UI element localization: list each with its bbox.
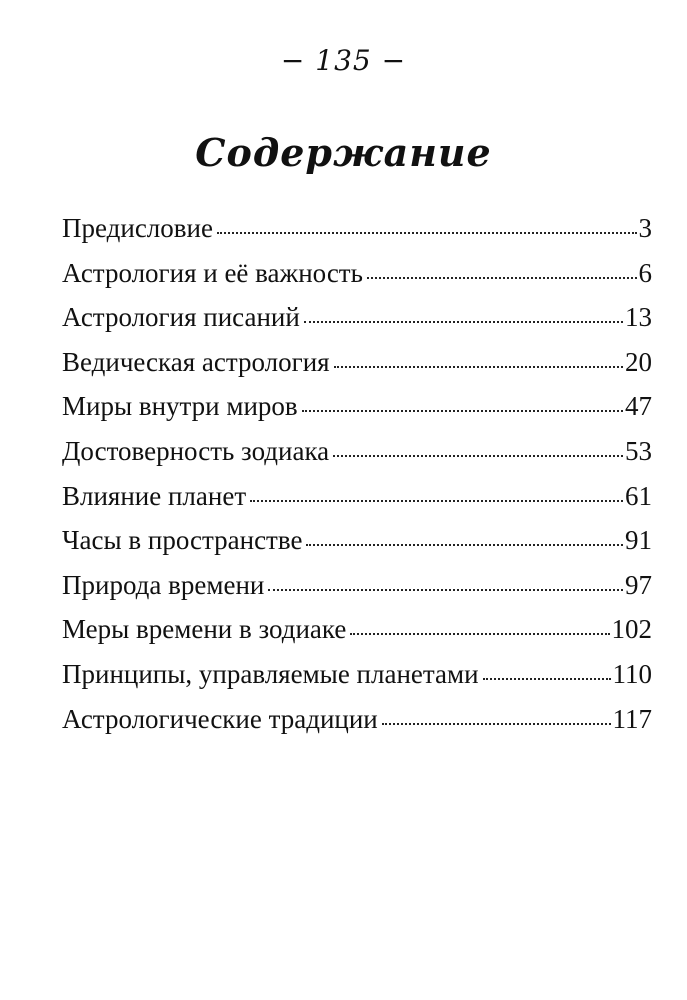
toc-entry-page: 53 bbox=[625, 435, 652, 466]
toc-entry-page: 47 bbox=[625, 391, 652, 422]
toc-entry[interactable] bbox=[62, 697, 652, 742]
dot-leader bbox=[304, 321, 623, 323]
dot-leader bbox=[250, 500, 623, 502]
table-of-contents bbox=[62, 206, 652, 741]
toc-entry-label: Часы в пространстве bbox=[62, 525, 303, 556]
toc-entry[interactable] bbox=[62, 429, 652, 474]
toc-entry-page: 6 bbox=[638, 257, 652, 288]
dot-leader bbox=[268, 589, 623, 591]
toc-entry-label: Ведическая астрология bbox=[62, 346, 330, 377]
toc-entry-page: 97 bbox=[625, 569, 652, 600]
toc-entry-label: Достоверность зодиака bbox=[62, 435, 330, 466]
toc-entry-label: Астрология писаний bbox=[62, 302, 300, 333]
toc-entry-page: 3 bbox=[638, 213, 652, 243]
toc-entry-label: Влияние планет bbox=[62, 480, 247, 511]
dot-leader bbox=[367, 277, 637, 279]
toc-entry[interactable] bbox=[62, 251, 652, 296]
dot-leader bbox=[382, 723, 611, 725]
toc-entry-page: 91 bbox=[625, 525, 652, 556]
toc-entry[interactable] bbox=[62, 474, 652, 519]
dot-leader bbox=[306, 544, 623, 546]
dot-leader bbox=[350, 633, 609, 635]
toc-entry[interactable] bbox=[62, 295, 652, 340]
toc-entry[interactable] bbox=[62, 563, 652, 608]
toc-entry-page: 13 bbox=[625, 302, 652, 333]
page-number: − 135 − bbox=[280, 44, 407, 77]
dot-leader bbox=[217, 232, 637, 234]
toc-entry[interactable] bbox=[62, 340, 652, 385]
toc-entry-label: Принципы, управляемые планетами bbox=[62, 658, 479, 689]
dot-leader bbox=[483, 678, 611, 680]
dot-leader bbox=[302, 410, 623, 412]
toc-entry-label: Астрология и её важность bbox=[62, 257, 363, 288]
toc-entry[interactable] bbox=[62, 384, 652, 429]
contents-title: Содержание bbox=[195, 130, 492, 175]
toc-entry-label: Предисловие bbox=[62, 213, 213, 243]
dot-leader bbox=[334, 366, 623, 368]
toc-entry-page: 117 bbox=[612, 703, 652, 734]
toc-entry-page: 61 bbox=[625, 480, 652, 511]
toc-entry-label: Астрологические традиции bbox=[62, 703, 378, 734]
toc-entry-label: Миры внутри миров bbox=[62, 391, 298, 422]
toc-entry[interactable] bbox=[62, 518, 652, 563]
toc-entry-page: 20 bbox=[625, 346, 652, 377]
toc-entry-page: 110 bbox=[612, 658, 652, 689]
toc-entry[interactable] bbox=[62, 607, 652, 652]
dot-leader bbox=[333, 455, 623, 457]
toc-entry[interactable] bbox=[62, 652, 652, 697]
toc-entry[interactable] bbox=[62, 206, 652, 251]
toc-entry-label: Меры времени в зодиаке bbox=[62, 614, 347, 645]
toc-entry-page: 102 bbox=[611, 614, 652, 645]
toc-entry-label: Природа времени bbox=[62, 569, 265, 600]
